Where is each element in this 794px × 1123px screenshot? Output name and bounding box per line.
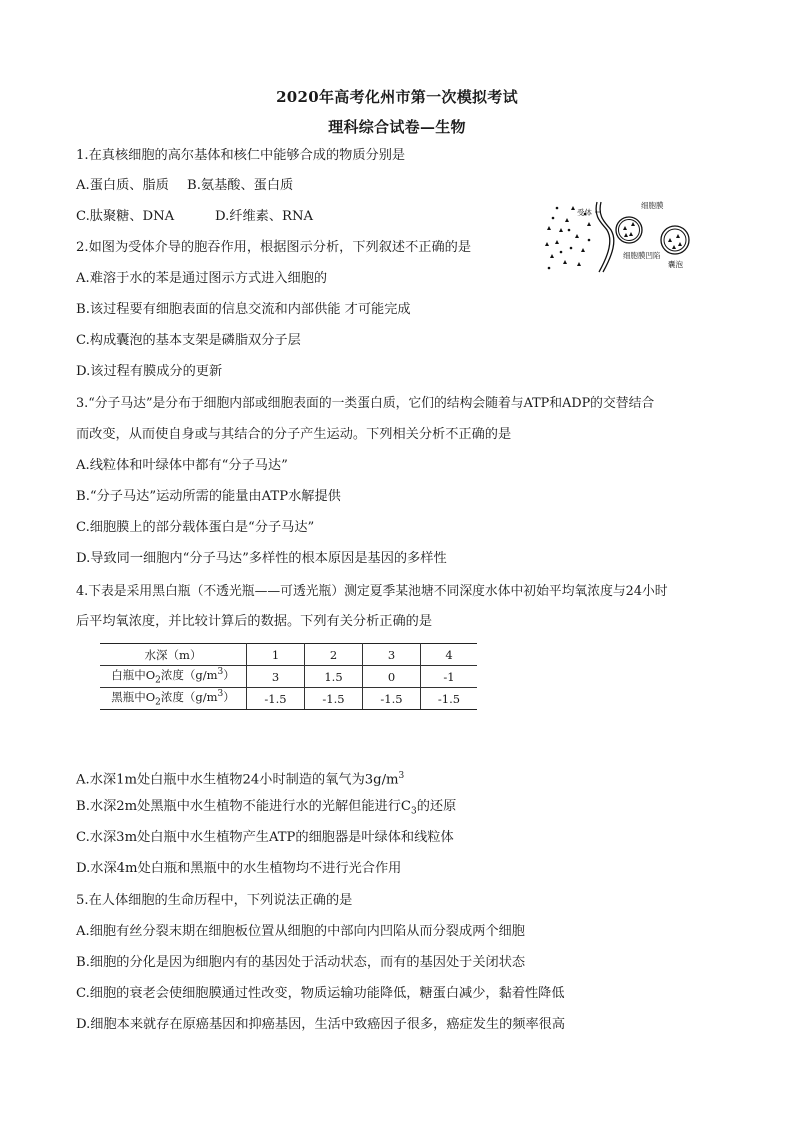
q5-option-a: A.细胞有丝分裂末期在细胞板位置从细胞的中部向内凹陷从而分裂成两个细胞 [76,924,525,939]
endocytosis-diagram [541,200,697,274]
q4-option-d: D.水深4m处白瓶和黑瓶中的水生植物均不进行光合作用 [76,861,402,876]
q1-option-b: B.氨基酸、蛋白质 [187,178,294,193]
q3-stem-line2: 而改变，从而使自身或与其结合的分子产生运动。下列相关分析不正确的是 [76,427,512,442]
q3-option-c: C.细胞膜上的部分载体蛋白是“分子马达” [76,520,315,535]
table-header-cell: 水深（m） [100,644,247,666]
table-cell: -1.5 [247,688,305,710]
table-header-cell: 4 [421,644,478,666]
page-subtitle: 理科综合试卷—生物 [328,118,466,136]
q2-option-d: D.该过程有膜成分的更新 [76,364,223,379]
q1-stem: 1.在真核细胞的高尔基体和核仁中能够合成的物质分别是 [76,148,406,163]
q4-option-a: A.水深1m处白瓶中水生植物24小时制造的氧气为$3g/m^3$ [76,771,405,788]
table-header-cell: 3 [363,644,421,666]
diagram-label-pit: 细胞膜凹陷 [623,251,661,260]
table-cell: -1.5 [305,688,363,710]
table-cell: -1.5 [363,688,421,710]
q4-stem-line2: 后平均氧浓度，并比较计算后的数据。下列有关分析正确的是 [76,614,433,629]
page-title: 2020年高考化州市第一次模拟考试 [276,88,518,106]
q2-option-a: A.难溶于水的苯是通过图示方式进入细胞的 [76,271,328,286]
table-row-black-bottle [100,688,477,710]
table-row-white-bottle [100,666,477,688]
table-cell: 3 [247,666,305,688]
q4-option-c: C.水深3m处白瓶中水生植物产生ATP的细胞器是叶绿体和线粒体 [76,830,454,845]
table-header-cell: 2 [305,644,363,666]
q3-stem-line1: 3.“分子马达”是分布于细胞内部或细胞表面的一类蛋白质，它们的结构会随着与ATP和ADP的交替结合 [76,396,655,411]
table-cell: -1 [421,666,478,688]
diagram-label-membrane: 细胞膜 [641,201,664,210]
diagram-label-vesicle: 囊泡 [668,260,683,269]
table-header-cell: 1 [247,644,305,666]
q5-option-b: B.细胞的分化是因为细胞内有的基因处于活动状态，而有的基因处于关闭状态 [76,955,526,970]
q1-option-c: C.肽聚糖、DNA [76,209,175,224]
q1-option-d: D.纤维素、RNA [215,209,314,224]
diagram-label-receptor: 受体 [577,208,592,217]
table-row-label: 黑瓶中$O_2$浓度$(g/m^3)$ [100,688,247,710]
table-cell: 1.5 [305,666,363,688]
q3-option-a: A.线粒体和叶绿体中都有“分子马达” [76,458,288,473]
q1-option-a: A.蛋白质、脂质 [76,178,169,193]
table-row-label: 白瓶中$O_2$浓度$(g/m^3)$ [100,666,247,688]
table-cell: 0 [363,666,421,688]
q3-option-d: D.导致同一细胞内“分子马达”多样性的根本原因是基因的多样性 [76,551,447,566]
q5-option-c: C.细胞的衰老会使细胞膜通过性改变，物质运输功能降低，糖蛋白减少，黏着性降低 [76,986,565,1001]
table-header-row [100,644,477,666]
oxygen-data-table [100,643,477,710]
q2-stem: 2.如图为受体介导的胞吞作用，根据图示分析，下列叙述不正确的是 [76,240,472,255]
table-cell: -1.5 [421,688,478,710]
q3-option-b: B.“分子马达”运动所需的能量由ATP水解提供 [76,489,341,504]
q4-stem-line1: 4.下表是采用黑白瓶（不透光瓶——可透光瓶）测定夏季某池塘不同深度水体中初始平均氧浓度与24小时 [76,584,668,599]
q2-option-b: B.该过程要有细胞表面的信息交流和内部供能 才可能完成 [76,302,411,317]
q4-option-b: B.水深2m处黑瓶中水生植物不能进行水的光解但能进行$C_3$的还原 [76,799,457,817]
q2-option-c: C.构成囊泡的基本支架是磷脂双分子层 [76,333,301,348]
q5-stem: 5.在人体细胞的生命历程中，下列说法正确的是 [76,893,353,908]
q5-option-d: D.细胞本来就存在原癌基因和抑癌基因，生活中致癌因子很多，癌症发生的频率很高 [76,1017,566,1032]
